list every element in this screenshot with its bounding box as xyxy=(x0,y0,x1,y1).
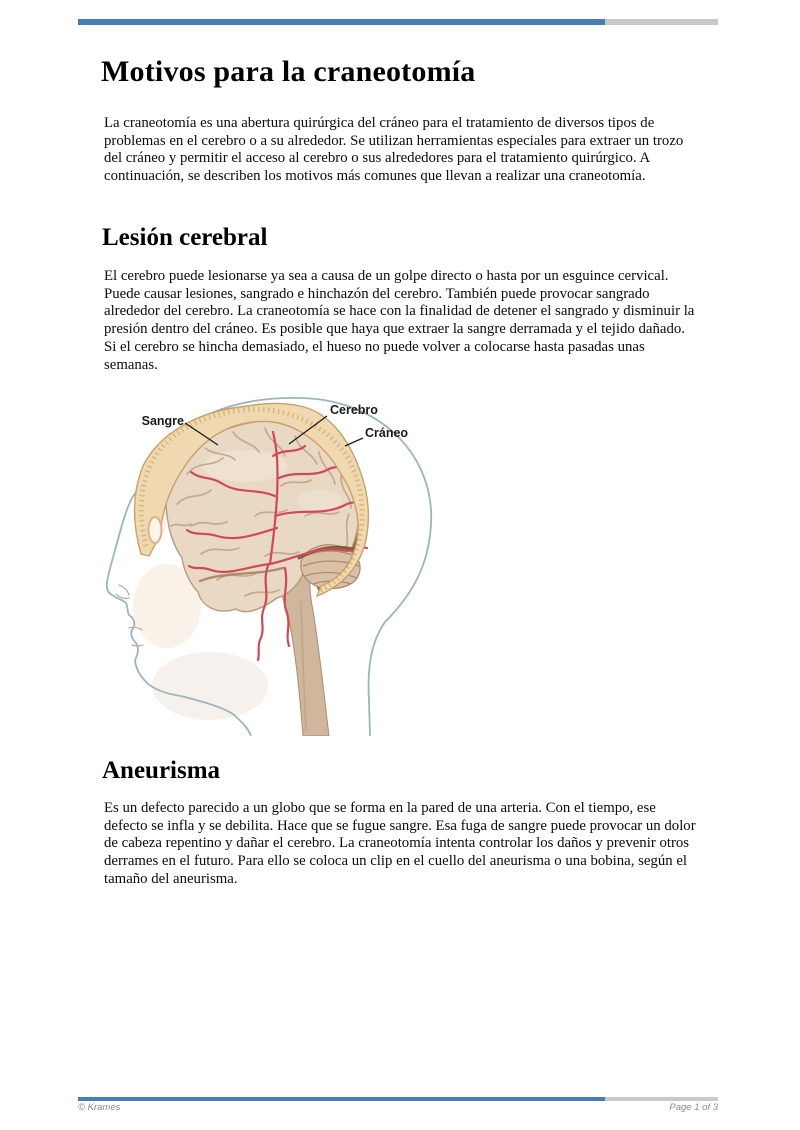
page-title: Motivos para la craneotomía xyxy=(101,55,476,88)
jaw-shading xyxy=(152,652,268,720)
accent-bar-gray-segment xyxy=(605,19,718,25)
blood-label: Sangre xyxy=(141,414,184,428)
section-heading-aneurisma: Aneurisma xyxy=(102,757,221,784)
accent-bar-blue-segment xyxy=(78,19,605,25)
brain-figure xyxy=(105,396,445,736)
footer-page-indicator: Page 1 of 3 xyxy=(669,1102,718,1113)
intro-paragraph: La craneotomía es una abertura quirúrgica del cráneo para el tratamiento de diversos tipos de problemas en el cerebro o a su alrededor. Se utilizan herramientas especiales para extraer un trozo del cráneo y permitir el acceso al cerebro o sus alrededores para el tratamiento quirúrgico. A continuación, se describen los motivos más comunes que llevan a realizar una craneotomía. xyxy=(104,115,684,185)
frontal-sinus-cavity xyxy=(149,517,162,543)
footer-bar-blue-segment xyxy=(78,1097,605,1101)
section-heading-lesion-cerebral: Lesión cerebral xyxy=(102,224,268,251)
page-footer xyxy=(78,1102,718,1113)
section-body-aneurisma: Es un defecto parecido a un globo que se forma en la pared de una arteria. Con el tiempo, ese defecto se infla y se debilita. Hace que se fugue sangre. Esa fuga de sangre puede provocar un dolor de cabeza repentino y dañar el cerebro. La craneotomía intenta controlar los daños y prevenir otros derrames en el futuro. Para ello se coloca un clip en el cuello del aneurisma o una bobina, según el tamaño del aneurisma. xyxy=(104,800,696,887)
brain-label: Cerebro xyxy=(330,403,378,417)
skull-label: Cráneo xyxy=(365,426,409,440)
footer-accent-bar xyxy=(78,1097,718,1101)
section-body-lesion-cerebral: El cerebro puede lesionarse ya sea a causa de un golpe directo o hasta por un esguince cervical. Puede causar lesiones, sangrado e hinchazón del cerebro. También puede provocar sangrado alrededor del cerebro. La craneotomía se hace con la finalidad de detener el sangrado y disminuir la presión dentro del cráneo. Es posible que haya que extraer la sangre derramada y el tejido dañado. Si el cerebro se hincha demasiado, el hueso no puede volver a colocarse hasta pasadas unas semanas. xyxy=(104,268,695,373)
header-accent-bar xyxy=(78,19,718,25)
head-cross-section-illustration xyxy=(105,396,445,736)
footer-copyright: © Krames xyxy=(78,1102,121,1113)
footer-bar-gray-segment xyxy=(605,1097,718,1101)
